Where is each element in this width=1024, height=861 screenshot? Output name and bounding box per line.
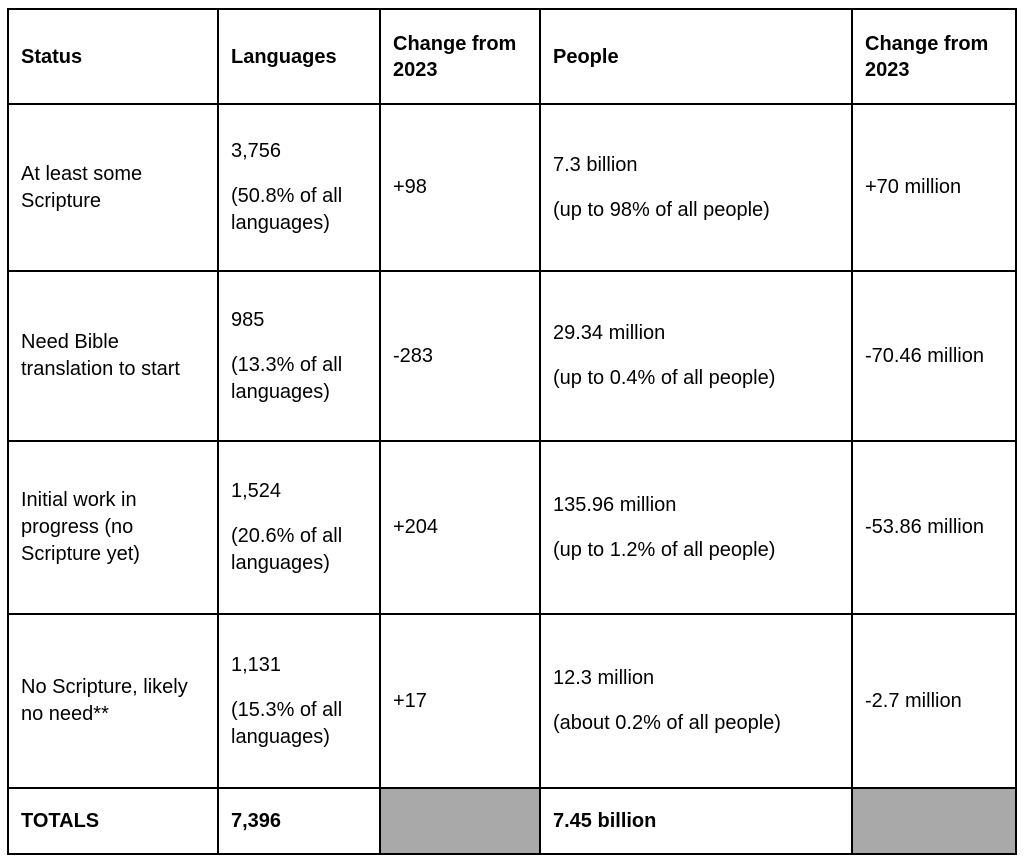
table-row (8, 614, 1016, 788)
empty-gray-cell (852, 788, 1016, 854)
header-languages: Languages (218, 9, 380, 104)
status-label: No Scripture, likely no need** (21, 676, 188, 725)
people-value: 135.96 million (553, 493, 677, 516)
languages-cell (218, 271, 380, 441)
header-people: People (540, 9, 852, 104)
languages-note: (15.3% of all languages) (231, 698, 343, 748)
people-cell (540, 441, 852, 614)
people-change-value: +70 million (865, 176, 962, 198)
people-change-cell (852, 614, 1016, 788)
table-row (8, 104, 1016, 271)
people-change-cell (852, 104, 1016, 271)
languages-note: (20.6% of all languages) (231, 525, 343, 574)
totals-languages-value: 7,396 (231, 809, 282, 832)
people-note: (up to 98% of all people) (553, 198, 770, 221)
people-change-value: -70.46 million (865, 344, 984, 367)
totals-label: TOTALS (21, 809, 100, 832)
status-label: Need Bible translation to start (21, 331, 180, 380)
header-status: Status (8, 9, 218, 104)
languages-change-value: +98 (393, 176, 427, 198)
people-change-cell (852, 271, 1016, 441)
people-value: 29.34 million (553, 322, 666, 344)
languages-note: (50.8% of all languages) (231, 185, 343, 234)
languages-value: 3,756 (231, 140, 282, 162)
people-change-value: -53.86 million (865, 516, 984, 538)
languages-change-value: +204 (393, 516, 439, 538)
header-people-change: Change from 2023 (852, 9, 1016, 104)
totals-people-cell (540, 788, 852, 854)
people-value: 7.3 billion (553, 153, 638, 176)
status-label: At least some Scripture (21, 162, 143, 212)
languages-cell (218, 614, 380, 788)
totals-languages-cell (218, 788, 380, 854)
people-change-value: -2.7 million (865, 689, 962, 712)
languages-note: (13.3% of all languages) (231, 353, 343, 403)
people-cell (540, 614, 852, 788)
header-languages-change: Change from 2023 (380, 9, 540, 104)
languages-change-cell (380, 441, 540, 614)
status-label: Initial work in progress (no Scripture yet) (21, 489, 140, 565)
header-row (8, 9, 1016, 104)
languages-value: 1,131 (231, 653, 282, 676)
totals-people-value: 7.45 billion (553, 809, 657, 832)
people-note: (up to 0.4% of all people) (553, 367, 776, 389)
status-cell (8, 104, 218, 271)
languages-change-cell (380, 271, 540, 441)
languages-cell (218, 441, 380, 614)
people-note: (about 0.2% of all people) (553, 712, 781, 734)
empty-gray-cell (380, 788, 540, 854)
languages-change-value: -283 (393, 344, 434, 367)
languages-change-cell (380, 104, 540, 271)
people-cell (540, 271, 852, 441)
table-row (8, 271, 1016, 441)
people-note: (up to 1.2% of all people) (553, 538, 776, 561)
totals-label-cell (8, 788, 218, 854)
status-cell (8, 614, 218, 788)
people-change-cell (852, 441, 1016, 614)
languages-cell (218, 104, 380, 271)
languages-change-cell (380, 614, 540, 788)
totals-row (8, 788, 1016, 854)
table-row (8, 441, 1016, 614)
status-cell (8, 271, 218, 441)
languages-value: 985 (231, 308, 265, 331)
languages-value: 1,524 (231, 480, 282, 502)
languages-change-value: +17 (393, 689, 427, 712)
scripture-access-table (7, 8, 1017, 855)
people-value: 12.3 million (553, 667, 655, 689)
status-cell (8, 441, 218, 614)
people-cell (540, 104, 852, 271)
